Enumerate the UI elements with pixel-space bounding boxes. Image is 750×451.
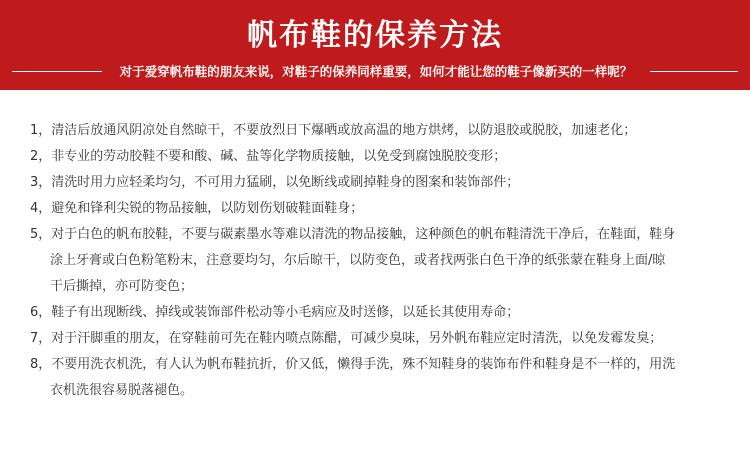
- tip-item-8: [30, 352, 730, 404]
- tip-line-continued: 干后撕掉，亦可防变色；: [50, 279, 194, 294]
- tip-line: 8，不要用洗衣机洗，有人认为帆布鞋抗折，价又低，懒得手洗，殊不知鞋身的装饰布件和鞋身是不一样的，用洗: [30, 357, 676, 372]
- tip-line-continued: 衣机洗很容易脱落褪色。: [50, 383, 194, 398]
- tip-item-4: [30, 196, 730, 222]
- tip-item-6: [30, 300, 730, 326]
- tip-line: 1，清洁后放通风阴凉处自然晾干，不要放烈日下爆晒或放高温的地方烘烤，以防退胶或脱胶，加速老化；: [30, 123, 637, 138]
- tip-item-7: [30, 326, 730, 352]
- tip-line: 2，非专业的劳动胶鞋不要和酸、碱、盐等化学物质接触，以免受到腐蚀脱胶变形；: [30, 149, 507, 164]
- tip-item-1: [30, 118, 730, 144]
- tip-item-5: [30, 222, 730, 300]
- tip-item-2: [30, 144, 730, 170]
- tip-line: 6，鞋子有出现断线、掉线或装饰部件松动等小毛病应及时送修，以延长其使用寿命；: [30, 305, 520, 320]
- subtitle-row: [0, 62, 750, 82]
- page-title: 帆布鞋的保养方法: [247, 18, 503, 53]
- tip-line: 5，对于白色的帆布胶鞋，不要与碳素墨水等难以清洗的物品接触，这种颜色的帆布鞋清洗干净后，在鞋面，鞋身: [30, 227, 676, 242]
- tip-line: 4，避免和锋利尖锐的物品接触，以防划伤划破鞋面鞋身；: [30, 201, 364, 216]
- tip-line-continued: 涂上牙膏或白色粉笔粉末，注意要均匀，尔后晾干，以防变色，或者找两张白色干净的纸张蒙在鞋身上面/晾: [50, 253, 666, 268]
- page-subtitle: 对于爱穿帆布鞋的朋友来说，对鞋子的保养同样重要，如何才能让您的鞋子像新买的一样呢？: [119, 64, 633, 79]
- subtitle-divider-left: [12, 71, 102, 72]
- tip-line: 3，清洗时用力应轻柔均匀，不可用力猛刷，以免断线或刷掉鞋身的图案和装饰部件；: [30, 175, 520, 190]
- header-banner: [0, 0, 750, 90]
- care-tips-list: [30, 118, 730, 404]
- tip-line: 7，对于汗脚重的朋友，在穿鞋前可先在鞋内喷点陈醋，可减少臭味，另外帆布鞋应定时清洗，以免发霉发臭；: [30, 331, 663, 346]
- subtitle-divider-right: [650, 71, 738, 72]
- tip-item-3: [30, 170, 730, 196]
